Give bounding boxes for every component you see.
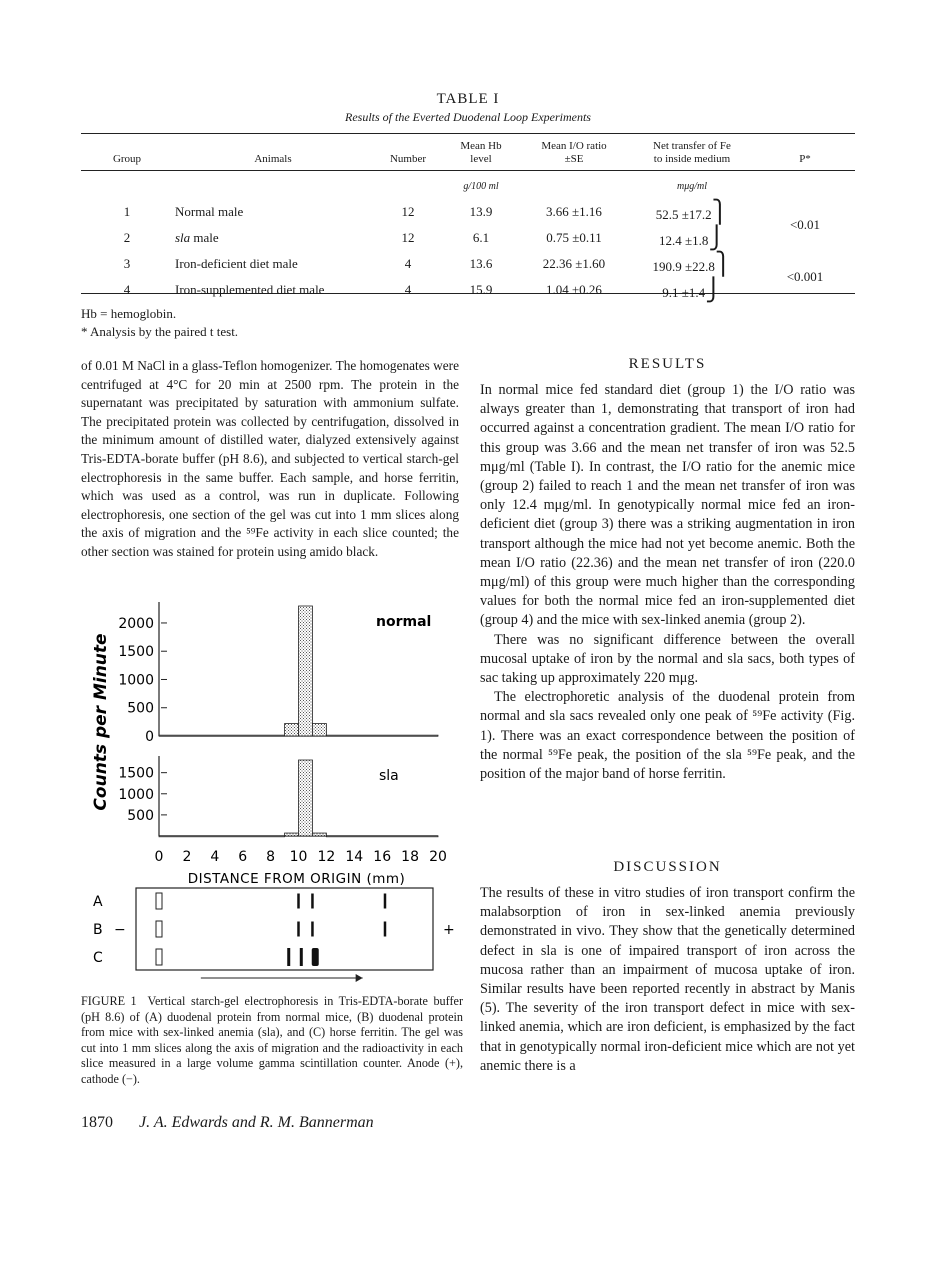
- authors: J. A. Edwards and R. M. Bannerman: [139, 1114, 374, 1131]
- gel-lane-label: A: [93, 894, 103, 910]
- gel-origin-well: [156, 949, 162, 965]
- net-cell: 52.5 ±17.2⎫: [655, 198, 729, 224]
- header-animals: Animals: [254, 153, 292, 165]
- figure-1: [81, 598, 461, 988]
- page-number: 1870: [81, 1114, 113, 1131]
- histogram-bar: [326, 836, 438, 837]
- header-io: Mean I/O ratio ±SE: [541, 140, 607, 165]
- results-table: [81, 140, 855, 303]
- results-paragraph: There was no significant difference between the overall mucosal uptake of iron by the normal and sla sacs, both types of sac taking up approximately 220 mμg.: [480, 631, 855, 687]
- histogram-bar: [312, 833, 326, 836]
- histogram-bar: [285, 724, 299, 736]
- results-paragraph: The electrophoretic analysis of the duodenal protein from normal and sla sacs revealed only one peak of ⁵⁹Fe activity (Fig. 1). There was an exact correspondence between the position of the normal ⁵⁹Fe peak, the position of the sla ⁵⁹Fe peak, and the position of the major band of horse ferritin.: [480, 689, 855, 783]
- gel-band: [297, 894, 300, 909]
- table-row: 4 Iron-supplemented diet male 4 15.9 1.04 ±0.26 9.1 ±1.4⎭: [81, 277, 855, 303]
- page-footer: [81, 1114, 374, 1132]
- discussion-heading: DISCUSSION: [613, 859, 722, 875]
- table-title: TABLE I: [436, 91, 500, 107]
- gel-band: [297, 922, 300, 937]
- y-tick-label: 1500: [118, 644, 154, 661]
- x-tick-label: 16: [373, 849, 392, 865]
- table-row: 3 Iron-deficient diet male 4 13.6 22.36 ±1.60 190.9 ±22.8⎫ <0.001: [81, 251, 855, 277]
- table-subtitle: Results of the Everted Duodenal Loop Experiments: [345, 110, 591, 124]
- histogram-bar: [299, 760, 313, 836]
- y-tick-label: 500: [127, 700, 154, 717]
- gel-origin-well: [156, 921, 162, 937]
- histogram-bar: [159, 735, 285, 736]
- header-net: Net transfer of Fe to inside medium: [653, 140, 731, 165]
- footnote-ttest: * Analysis by the paired t test.: [81, 324, 239, 339]
- header-p: P*: [799, 153, 811, 165]
- gel-lane-label: C: [93, 950, 103, 966]
- unit-net: mμg/ml: [676, 180, 708, 192]
- table-top-rule: [81, 133, 855, 134]
- panel-label-sla: sla: [379, 768, 399, 784]
- anode-symbol: +: [443, 922, 455, 938]
- histogram-bar: [285, 833, 299, 836]
- header-group: Group: [112, 153, 142, 165]
- y-tick-label: 2000: [118, 615, 154, 632]
- y-tick-label: 0: [145, 729, 154, 745]
- y-tick-label: 500: [127, 807, 154, 824]
- gel-band: [300, 948, 303, 966]
- gel-band: [287, 948, 290, 966]
- header-number: Number: [389, 153, 427, 165]
- cathode-symbol: −: [114, 922, 126, 938]
- discussion-paragraph: The results of these in vitro studies of iron transport confirm the malabsorption of iron in sex-linked anemia previously demonstrated in vivo. They show that the genetically determined defect in sla is one of impaired transport of iron across the mucosa rather than an impairment of mucosa uptake of iron. Similar results have been reported recently in abstract by Manis (5). The severity of the iron transport defect in mice with sex-linked anemia, which are iron deficient, is emphasized by the fact that in genotypically normal iron-deficient mice which are not yet anemic there is a: [480, 885, 855, 1074]
- arrow-icon: [356, 974, 363, 982]
- gel-band: [311, 922, 314, 937]
- results-heading: RESULTS: [628, 356, 707, 372]
- gel-band: [384, 922, 387, 937]
- y-tick-label: 1000: [118, 672, 154, 689]
- gel-band: [384, 894, 387, 909]
- p-value: <0.001: [786, 269, 824, 284]
- figure-caption: FIGURE 1 Vertical starch-gel electrophoresis in Tris-EDTA-borate buffer (pH 8.6) of (A) duodenal protein from normal mice, (B) duodenal protein from mice with sex-linked anemia (sla), and (C) horse ferritin. The gel was cut into 1 mm slices along the axis of migration and the radioactivity in each slice measured in a large volume gamma scintillation counter. Anode (+), cathode (−).: [81, 994, 464, 1086]
- histogram-bar: [312, 724, 326, 736]
- net-cell: 12.4 ±1.8⎭: [659, 224, 725, 250]
- gel-band: [312, 948, 319, 966]
- x-tick-label: 14: [345, 849, 364, 865]
- y-tick-label: 1500: [118, 765, 154, 782]
- x-tick-label: 8: [266, 849, 276, 865]
- y-axis-title: Counts per Minute: [91, 633, 111, 811]
- x-axis-title: DISTANCE FROM ORIGIN (mm): [187, 871, 406, 887]
- results-section: [480, 381, 855, 784]
- footnote-hb: Hb = hemoglobin.: [81, 306, 177, 321]
- x-tick-label: 4: [210, 849, 220, 865]
- net-cell: 190.9 ±22.8⎫: [652, 250, 732, 276]
- table-header-row: [81, 140, 855, 171]
- gel-outline: [136, 888, 433, 970]
- gel-lane-label: B: [93, 922, 103, 938]
- histogram-bar: [159, 836, 285, 837]
- x-tick-label: 12: [317, 849, 336, 865]
- histogram-bar: [326, 735, 438, 736]
- p-value: <0.01: [789, 217, 821, 232]
- y-tick-label: 1000: [118, 786, 154, 803]
- unit-hb: g/100 ml: [463, 180, 499, 192]
- methods-paragraph: of 0.01 M NaCl in a glass-Teflon homogenizer. The homogenates were centrifuged at 4°C for 20 min at 2500 rpm. The protein in the supernatant was precipitated by saturation with ammonium sulfate. The precipitated protein was collected by centrifugation, dissolved in the minimum amount of distilled water, dialyzed extensively against Tris-EDTA-borate buffer (pH 8.6), and subjected to vertical starch-gel electrophoresis in the same buffer. Each sample, and horse ferritin, which was used as a control, was run in duplicate. Following electrophoresis, one section of the gel was cut into 1 mm slices along the axis of migration and the ⁵⁹Fe activity in each slice counted; the other section was stained for protein using amido black.: [81, 358, 459, 559]
- table-row: 1 Normal male 12 13.9 3.66 ±1.16 52.5 ±17.2⎫ <0.01: [81, 199, 855, 225]
- gel-origin-well: [156, 893, 162, 909]
- gel-band: [311, 894, 314, 909]
- x-tick-label: 18: [401, 849, 420, 865]
- table-row: 2 sla male 12 6.1 0.75 ±0.11 12.4 ±1.8⎭: [81, 225, 855, 251]
- x-tick-label: 2: [182, 849, 192, 865]
- x-tick-label: 20: [429, 849, 447, 865]
- x-tick-label: 6: [238, 849, 248, 865]
- net-cell: 9.1 ±1.4⎭: [662, 276, 722, 302]
- results-paragraph: In normal mice fed standard diet (group 1) the I/O ratio was always greater than 1, demonstrating that transport of iron had occurred against a concentration gradient. The mean I/O ratio for this group was 3.66 and the mean net transfer of iron was 52.5 mμg/ml (Table I). In contrast, the I/O ratio for the anemic mice (group 2) failed to reach 1 and the mean net transfer of iron was only 12.4 mμg/ml. In genotypically normal mice fed an iron-deficient diet (group 3) there was a striking augmentation in iron transport although the mice had not yet become anemic. Both the mean I/O ratio (22.36) and the mean net transfer of iron (220.0 mμg/ml) of this group were much higher than the corresponding values for both the normal mice fed an iron-supplemented diet (group 4) and the mice with sex-linked anemia (group 2).: [480, 382, 855, 629]
- x-tick-label: 0: [154, 849, 164, 865]
- histogram-bar: [299, 606, 313, 736]
- header-hb: Mean Hb level: [460, 140, 502, 165]
- x-tick-label: 10: [289, 849, 308, 865]
- panel-label-normal: normal: [376, 614, 432, 630]
